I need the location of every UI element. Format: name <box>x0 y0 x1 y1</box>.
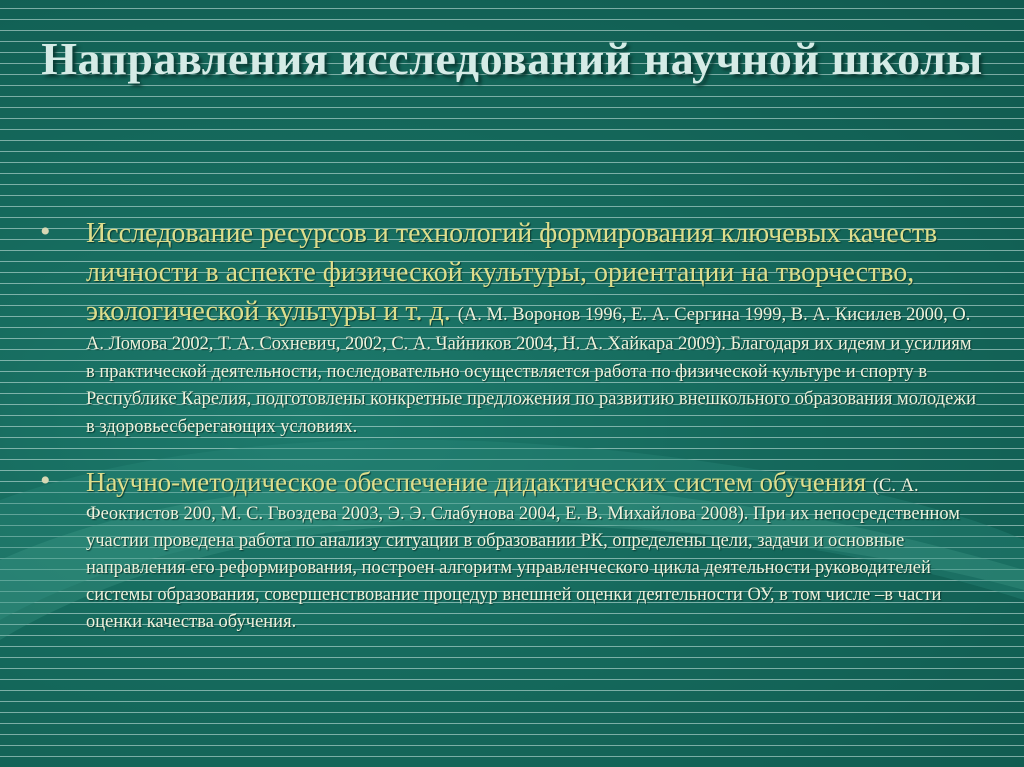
item-detail: (С. А. Феоктистов 200, М. С. Гвоздева 2003, Э. Э. Слабунова 2004, Е. В. Михайлова 2008). При их непосредственном участии проведена работа по анализу ситуации в образовании РК, определены цели, задачи и основные направления его реформирования, построен алгоритм управленческого цикла деятельности руководителей системы образования, совершенствование процедур внешней оценки деятельности ОУ, в том числе –в части оценки качества обучения. <box>86 476 961 632</box>
item-heading: Исследование ресурсов и технологий формирования ключевых качеств личности в аспекте физической культуры, ориентации на творчество, экологической культуры и т. д. <box>86 218 938 327</box>
list-item <box>40 463 980 636</box>
slide-title: Направления исследований научной школы <box>41 33 983 84</box>
bullet-icon: • <box>40 215 51 248</box>
bullet-icon: • <box>40 464 51 497</box>
item-heading: Научно-методическое обеспечение дидактических систем обучения <box>86 467 873 497</box>
item-detail: (А. М. Воронов 1996, Е. А. Сергина 1999, В. А. Кисилев 2000, О. А. Ломова 2002, Т. А. Сохневич, 2002, С. А. Чайников 2004, Н. А. Хайкара 2009). Благодаря их идеям и усилиям в практической деятельности, последовательно осуществляется работа по физической культуре и спорту в Республике Карелия, подготовлены конкретные предложения по развитию внешкольного образования молодежи в здоровьесберегающих условиях. <box>86 305 976 437</box>
list-item <box>40 214 980 441</box>
bullet-list <box>40 214 980 636</box>
